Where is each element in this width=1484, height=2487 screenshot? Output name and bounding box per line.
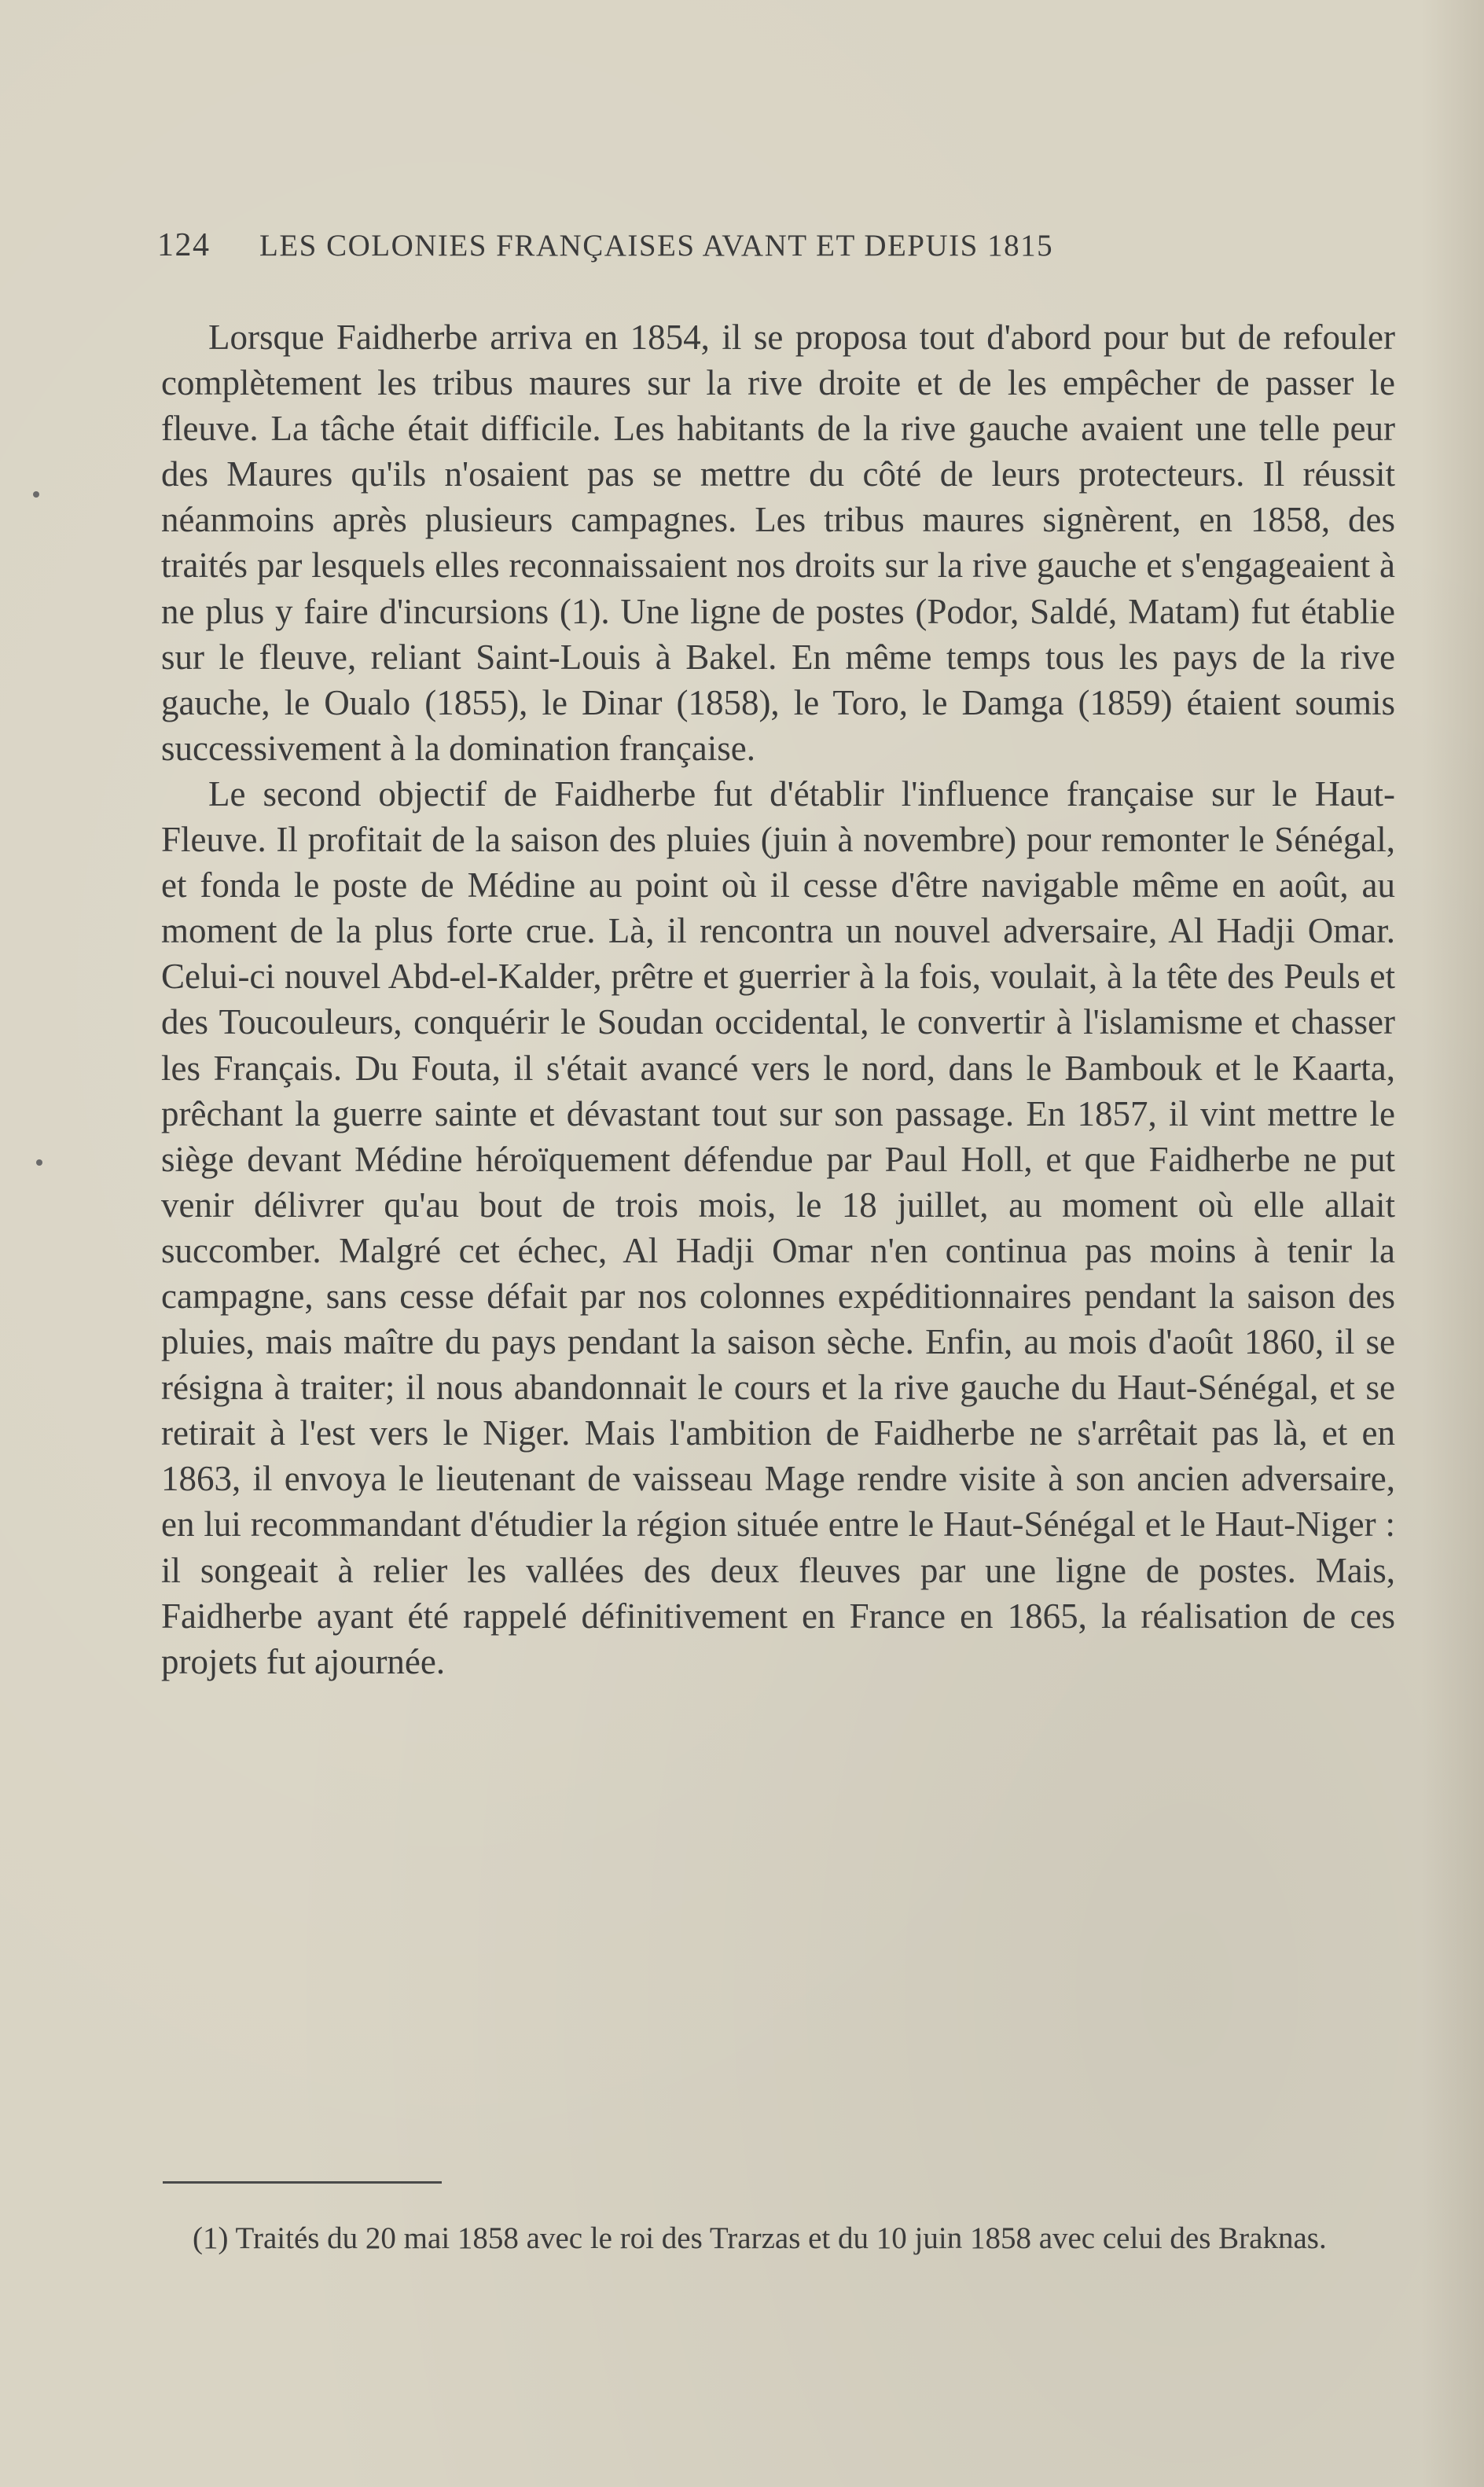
footnote-rule (163, 2181, 442, 2184)
running-title: LES COLONIES FRANÇAISES AVANT ET DEPUIS 1815 (259, 229, 1054, 263)
margin-speck (33, 491, 39, 498)
page-number: 124 (157, 227, 211, 263)
body-text (161, 314, 1395, 1684)
paragraph: Le second objectif de Faidherbe fut d'établir l'influence française sur le Haut-Fleuve. Il profitait de la saison des pluies (juin à novembre) pour remonter le Sénégal, et fonda le poste de Médine au point où il cesse d'être navigable même en août, au moment de la plus forte crue. Là, il rencontra un nouvel adversaire, Al Hadji Omar. Celui-ci nouvel Abd-el-Kalder, prêtre et guerrier à la fois, voulait, à la tête des Peuls et des Toucouleurs, conquérir le Soudan occidental, le convertir à l'islamisme et chasser les Français. Du Fouta, il s'était avancé vers le nord, dans le Bambouk et le Kaarta, prêchant la guerre sainte et dévastant tout sur son passage. En 1857, il vint mettre le siège devant Médine héroïquement défendue par Paul Holl, et que Faidherbe ne put venir délivrer qu'au bout de trois mois, le 18 juillet, au moment où elle allait succomber. Malgré cet échec, Al Hadji Omar n'en continua pas moins à tenir la campagne, sans cesse défait par nos colonnes expéditionnaires pendant la saison des pluies, mais maître du pays pendant la saison sèche. Enfin, au mois d'août 1860, il se résigna à traiter; il nous abandonnait le cours et la rive gauche du Haut-Sénégal, et se retirait à l'est vers le Niger. Mais l'ambition de Faidherbe ne s'arrêtait pas là, et en 1863, il envoya le lieutenant de vaisseau Mage rendre visite à son ancien adversaire, en lui recommandant d'étudier la région située entre le Haut-Sénégal et le Haut-Niger : il songeait à relier les vallées des deux fleuves par une ligne de postes. Mais, Faidherbe ayant été rappelé définitivement en France en 1865, la réalisation de ces projets fut ajournée. (161, 773, 1395, 1681)
margin-speck (36, 1159, 42, 1166)
page-header (157, 226, 1273, 274)
footnote: (1) Traités du 20 mai 1858 avec le roi des Trarzas et du 10 juin 1858 avec celui des Braknas. (193, 2221, 1327, 2255)
paragraph: Lorsque Faidherbe arriva en 1854, il se proposa tout d'abord pour but de refouler complètement les tribus maures sur la rive droite et de les empêcher de passer le fleuve. La tâche était difficile. Les habitants de la rive gauche avaient une telle peur des Maures qu'ils n'osaient pas se mettre du côté de leurs protecteurs. Il réussit néanmoins après plusieurs campagnes. Les tribus maures signèrent, en 1858, des traités par lesquels elles reconnaissaient nos droits sur la rive gauche et s'engageaient à ne plus y faire d'incursions (1). Une ligne de postes (Podor, Saldé, Matam) fut établie sur le fleuve, reliant Saint-Louis à Bakel. En même temps tous les pays de la rive gauche, le Oualo (1855), le Dinar (1858), le Toro, le Damga (1859) étaient soumis successivement à la domination française. (161, 318, 1395, 768)
page-edge-shadow (1421, 0, 1484, 2487)
